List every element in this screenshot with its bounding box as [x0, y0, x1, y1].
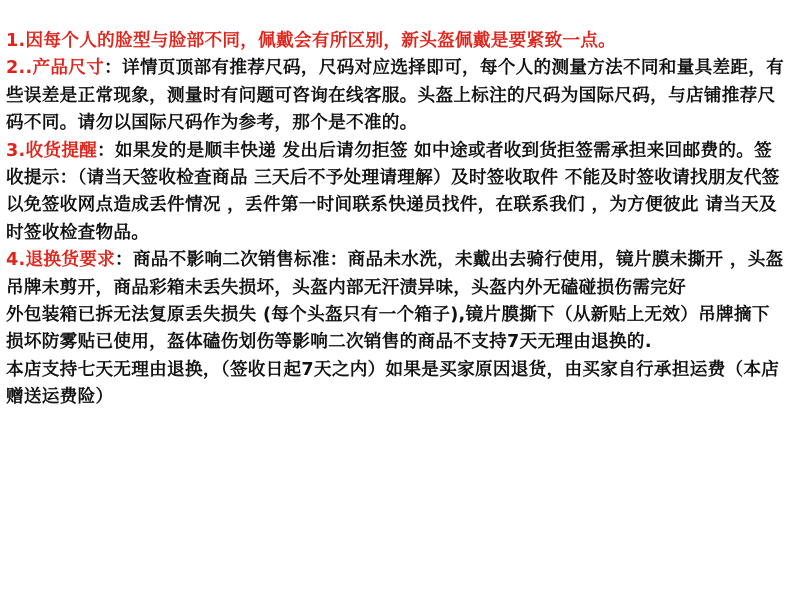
notice-fit-paragraph — [6, 28, 786, 55]
notice-return-paragraph — [6, 247, 786, 302]
seven-day-body: 本店支持七天无理由退换，（签收日起7天之内）如果是买家原因退货，由买家自行承担运费（本店赠送运费险） — [6, 359, 780, 408]
fit-notice-text: 1.因每个人的脸型与脸部不同，佩戴会有所区别，新头盔佩戴是要紧致一点。 — [6, 31, 617, 51]
size-heading: 2..产品尺寸 — [6, 58, 105, 79]
delivery-heading: 3.收货提醒 — [6, 140, 98, 161]
size-body: ：详情页顶部有推荐尺码，尺码对应选择即可，每个人的测量方法不同和量具差距，有些误差是正常现象，测量时有问题可咨询在线客服。头盔上标注的尺码为国际尺码，与店铺推荐尺码不同。请勿以国际尺码作为参考，那个是不准的。 — [6, 58, 785, 134]
delivery-body: ：如果发的是顺丰快递 发出后请勿拒签 如中途或者收到货拒签需承担来回邮费的。签收提示：（请当天签收检查商品 三天后不予处理请理解）及时签收取件 不能及时签收请找朋友代签 以免签收网点造成丢件情况 ，丢件第一时间联系快递员找件，在联系我们 ，为方便彼此 请当天及时签收检查物品。 — [6, 140, 780, 243]
notice-delivery-paragraph — [6, 138, 786, 248]
packaging-body: 外包装箱已拆无法复原丢失损失 (每个头盔只有一个箱子),镜片膜撕下（从新贴上无效）吊牌摘下损坏防雾贴已使用，盔体磕伤划伤等影响二次销售的商品不支持7天无理由退换的. — [6, 305, 770, 353]
notice-seven-day-paragraph — [6, 357, 786, 412]
notice-size-paragraph — [6, 55, 786, 137]
return-body: ：商品不影响二次销售标准：商品未水洗，未戴出去骑行使用，镜片膜未撕开 ，头盔吊牌未剪开，商品彩箱未丢失损坏，头盔内部无汗渍异味，头盔内外无磕碰损伤需完好 — [6, 250, 784, 298]
return-heading: 4.退换货要求 — [6, 250, 115, 271]
product-notice-document — [6, 28, 786, 412]
notice-packaging-paragraph — [6, 302, 786, 357]
